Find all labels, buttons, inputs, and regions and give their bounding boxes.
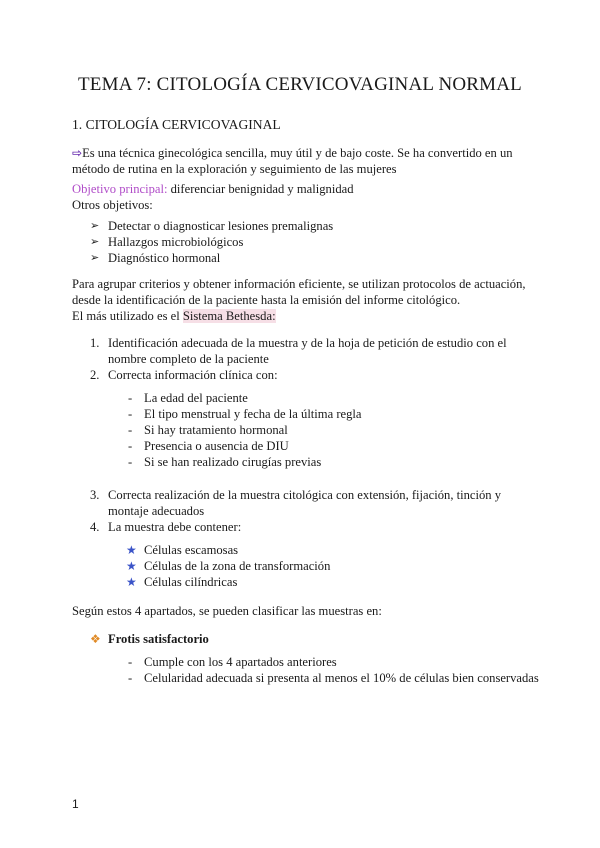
dash-bullet: - (128, 423, 133, 437)
section-heading: 1. CITOLOGÍA CERVICOVAGINAL (72, 117, 281, 132)
dash-bullet: - (128, 655, 133, 669)
dash-bullet: - (128, 671, 133, 685)
list-number: 1. (90, 336, 100, 350)
numbered-item-4: La muestra debe contener: (108, 520, 242, 534)
star-bullet-icon: ★ (126, 543, 137, 557)
arrow-right-icon: ⇨ (72, 146, 83, 160)
star-bullet-icon: ★ (126, 559, 137, 573)
list-item: Presencia o ausencia de DIU (144, 439, 289, 453)
segun-paragraph: Según estos 4 apartados, se pueden clasificar las muestras en: (72, 604, 382, 618)
diamond-bullet-icon: ❖ (90, 632, 101, 646)
frotis-title: Frotis satisfactorio (108, 632, 209, 646)
para-line-1: Para agrupar criterios y obtener información eficiente, se utilizan protocolos de actuación, (72, 277, 526, 291)
dash-bullet: - (128, 455, 133, 469)
list-item: Hallazgos microbiológicos (108, 235, 244, 249)
intro-line-1: ⇨Es una técnica ginecológica sencilla, muy útil y de bajo coste. Se ha convertido en un (72, 146, 513, 160)
objetivo-label: Objetivo principal: (72, 182, 168, 196)
list-item: Diagnóstico hormonal (108, 251, 221, 265)
dash-bullet: - (128, 439, 133, 453)
page-title: TEMA 7: CITOLOGÍA CERVICOVAGINAL NORMAL (78, 74, 522, 95)
objetivo-text: diferenciar benignidad y malignidad (167, 182, 354, 196)
triangle-bullet-icon: ➢ (90, 219, 100, 232)
list-number: 2. (90, 368, 100, 382)
list-item: El tipo menstrual y fecha de la última regla (144, 407, 362, 421)
list-item: La edad del paciente (144, 391, 248, 405)
numbered-item-2: Correcta información clínica con: (108, 368, 278, 382)
page-number: 1 (72, 797, 79, 811)
list-item: Celularidad adecuada si presenta al menos el 10% de células bien conservadas (144, 671, 539, 685)
star-bullet-icon: ★ (126, 575, 137, 589)
dash-bullet: - (128, 407, 133, 421)
list-item: Si se han realizado cirugías previas (144, 455, 322, 469)
numbered-item-3-line-2: montaje adecuados (108, 504, 205, 518)
para-line-3: El más utilizado es el Sistema Bethesda: (72, 309, 276, 323)
para-line-2: desde la identificación de la paciente hasta la emisión del informe citológico. (72, 293, 461, 307)
list-item: Detectar o diagnosticar lesiones premalignas (108, 219, 334, 233)
otros-objetivos-label: Otros objetivos: (72, 198, 153, 212)
list-item: Células escamosas (144, 543, 239, 557)
list-item: Si hay tratamiento hormonal (144, 423, 288, 437)
list-item: Células de la zona de transformación (144, 559, 331, 573)
intro-line-2: método de rutina en la exploración y seguimiento de las mujeres (72, 162, 397, 176)
highlight-bethesda: Sistema Bethesda: (182, 309, 276, 323)
list-number: 4. (90, 520, 100, 534)
list-item: Cumple con los 4 apartados anteriores (144, 655, 337, 669)
numbered-item-1-line-2: nombre completo de la paciente (108, 352, 269, 366)
triangle-bullet-icon: ➢ (90, 235, 100, 248)
numbered-item-1-line-1: Identificación adecuada de la muestra y de la hoja de petición de estudio con el (108, 336, 507, 350)
triangle-bullet-icon: ➢ (90, 251, 100, 264)
objetivo-principal (72, 181, 354, 197)
list-number: 3. (90, 488, 100, 502)
numbered-item-3-line-1: Correcta realización de la muestra citológica con extensión, fijación, tinción y (108, 488, 502, 502)
list-item: Células cilíndricas (144, 575, 238, 589)
dash-bullet: - (128, 391, 133, 405)
